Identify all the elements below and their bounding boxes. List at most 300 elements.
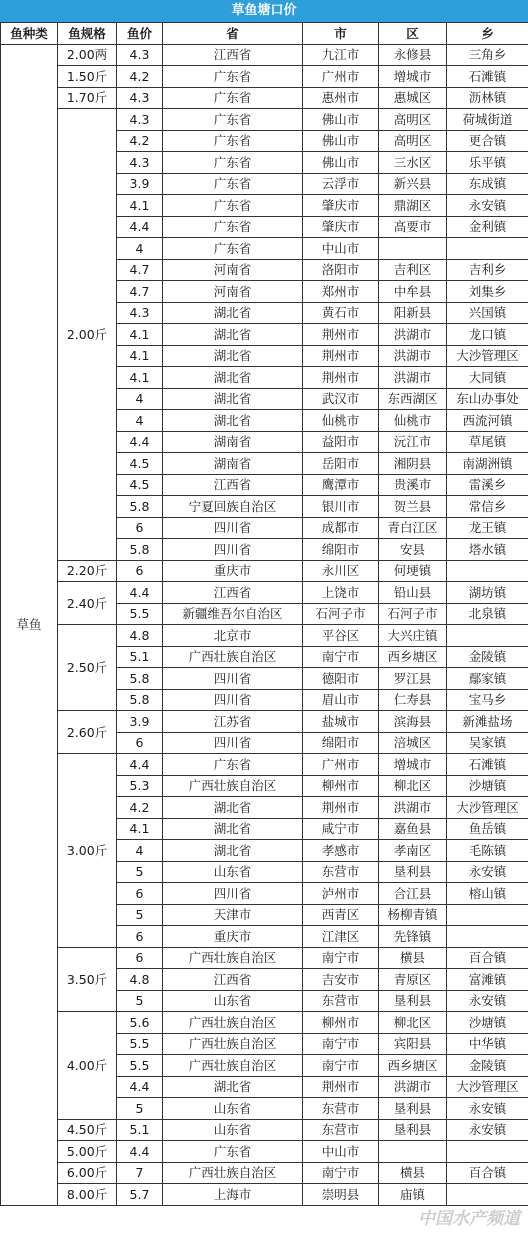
town-cell: 永安镇 <box>447 990 528 1012</box>
town-cell: 富滩镇 <box>447 969 528 991</box>
district-cell: 沅江市 <box>379 431 447 453</box>
province-cell: 湖北省 <box>163 840 303 862</box>
province-cell: 湖北省 <box>163 818 303 840</box>
table-row <box>1 1012 528 1034</box>
spec-cell: 3.50斤 <box>58 947 117 1012</box>
table-row <box>1 625 528 647</box>
town-cell: 中华镇 <box>447 1033 528 1055</box>
province-cell: 宁夏回族自治区 <box>163 496 303 518</box>
district-cell: 增城市 <box>379 754 447 776</box>
price-cell: 4.3 <box>117 87 163 109</box>
city-cell: 东营市 <box>303 990 379 1012</box>
spec-cell: 6.00斤 <box>58 1162 117 1184</box>
header-row <box>1 23 528 45</box>
table-row <box>1 44 528 66</box>
province-cell: 山东省 <box>163 990 303 1012</box>
district-cell: 永修县 <box>379 44 447 66</box>
price-cell: 4.2 <box>117 130 163 152</box>
district-cell: 庙镇 <box>379 1184 447 1206</box>
price-cell: 4.1 <box>117 345 163 367</box>
spec-cell: 2.50斤 <box>58 625 117 711</box>
spec-cell: 4.50斤 <box>58 1119 117 1141</box>
city-cell: 荆州市 <box>303 324 379 346</box>
province-cell: 湖北省 <box>163 388 303 410</box>
province-cell: 四川省 <box>163 883 303 905</box>
price-cell: 4.4 <box>117 754 163 776</box>
town-cell: 榕山镇 <box>447 883 528 905</box>
district-cell: 先锋镇 <box>379 926 447 948</box>
city-cell: 仙桃市 <box>303 410 379 432</box>
district-cell: 吉利区 <box>379 259 447 281</box>
price-cell: 5.7 <box>117 1184 163 1206</box>
price-cell: 6 <box>117 883 163 905</box>
province-cell: 广西壮族自治区 <box>163 1012 303 1034</box>
table-row <box>1 1119 528 1141</box>
spec-cell: 2.20斤 <box>58 560 117 582</box>
header-district: 区 <box>379 23 447 45</box>
district-cell <box>379 238 447 260</box>
district-cell: 贵溪市 <box>379 474 447 496</box>
district-cell: 嘉鱼县 <box>379 818 447 840</box>
district-cell: 仁寿县 <box>379 689 447 711</box>
spec-cell: 2.60斤 <box>58 711 117 754</box>
province-cell: 江西省 <box>163 582 303 604</box>
town-cell: 雷溪乡 <box>447 474 528 496</box>
town-cell: 荷城街道 <box>447 109 528 131</box>
city-cell: 西青区 <box>303 904 379 926</box>
town-cell: 草尾镇 <box>447 431 528 453</box>
table-row <box>1 87 528 109</box>
district-cell: 贺兰县 <box>379 496 447 518</box>
price-cell: 4.2 <box>117 66 163 88</box>
district-cell: 惠城区 <box>379 87 447 109</box>
district-cell: 东西湖区 <box>379 388 447 410</box>
town-cell <box>447 625 528 647</box>
city-cell: 荆州市 <box>303 345 379 367</box>
header-fish-type: 鱼种类 <box>1 23 58 45</box>
district-cell: 垦利县 <box>379 990 447 1012</box>
spec-cell: 5.00斤 <box>58 1141 117 1163</box>
province-cell: 北京市 <box>163 625 303 647</box>
province-cell: 广东省 <box>163 109 303 131</box>
district-cell: 三水区 <box>379 152 447 174</box>
city-cell: 上饶市 <box>303 582 379 604</box>
price-cell: 4.3 <box>117 302 163 324</box>
table-row <box>1 109 528 131</box>
city-cell: 南宁市 <box>303 947 379 969</box>
table-row <box>1 754 528 776</box>
city-cell: 永川区 <box>303 560 379 582</box>
district-cell: 高要市 <box>379 216 447 238</box>
header-town: 乡 <box>447 23 528 45</box>
city-cell: 孝感市 <box>303 840 379 862</box>
city-cell: 绵阳市 <box>303 539 379 561</box>
city-cell: 崇明县 <box>303 1184 379 1206</box>
price-cell: 3.9 <box>117 173 163 195</box>
city-cell: 广州市 <box>303 66 379 88</box>
city-cell: 鹰潭市 <box>303 474 379 496</box>
price-cell: 5.8 <box>117 496 163 518</box>
header-spec: 鱼规格 <box>58 23 117 45</box>
town-cell: 沙塘镇 <box>447 1012 528 1034</box>
town-cell: 三角乡 <box>447 44 528 66</box>
price-cell: 4.1 <box>117 367 163 389</box>
district-cell: 增城市 <box>379 66 447 88</box>
province-cell: 四川省 <box>163 539 303 561</box>
table-row <box>1 1162 528 1184</box>
city-cell: 益阳市 <box>303 431 379 453</box>
header-price: 鱼价 <box>117 23 163 45</box>
town-cell: 更合镇 <box>447 130 528 152</box>
table-row <box>1 66 528 88</box>
province-cell: 广东省 <box>163 1141 303 1163</box>
town-cell: 兴国镇 <box>447 302 528 324</box>
price-cell: 3.9 <box>117 711 163 733</box>
town-cell: 沥林镇 <box>447 87 528 109</box>
table-title: 草鱼塘口价 <box>0 0 528 22</box>
city-cell: 荆州市 <box>303 367 379 389</box>
province-cell: 湖北省 <box>163 410 303 432</box>
town-cell: 东山办事处 <box>447 388 528 410</box>
district-cell: 西乡塘区 <box>379 1055 447 1077</box>
price-cell: 4.4 <box>117 431 163 453</box>
province-cell: 广东省 <box>163 216 303 238</box>
city-cell: 泸州市 <box>303 883 379 905</box>
price-cell: 6 <box>117 732 163 754</box>
province-cell: 湖南省 <box>163 431 303 453</box>
city-cell: 江津区 <box>303 926 379 948</box>
town-cell: 石滩镇 <box>447 754 528 776</box>
city-cell: 平谷区 <box>303 625 379 647</box>
district-cell: 仙桃市 <box>379 410 447 432</box>
city-cell: 咸宁市 <box>303 818 379 840</box>
province-cell: 湖北省 <box>163 302 303 324</box>
district-cell: 何埂镇 <box>379 560 447 582</box>
city-cell: 郑州市 <box>303 281 379 303</box>
price-cell: 5.1 <box>117 646 163 668</box>
district-cell: 洪湖市 <box>379 1076 447 1098</box>
city-cell: 南宁市 <box>303 1162 379 1184</box>
district-cell: 宾阳县 <box>379 1033 447 1055</box>
spec-cell: 2.00两 <box>58 44 117 66</box>
city-cell: 惠州市 <box>303 87 379 109</box>
price-cell: 5.5 <box>117 1033 163 1055</box>
province-cell: 广东省 <box>163 87 303 109</box>
province-cell: 广西壮族自治区 <box>163 1055 303 1077</box>
district-cell: 柳北区 <box>379 1012 447 1034</box>
district-cell: 杨柳青镇 <box>379 904 447 926</box>
district-cell: 垦利县 <box>379 861 447 883</box>
city-cell: 绵阳市 <box>303 732 379 754</box>
district-cell: 青原区 <box>379 969 447 991</box>
province-cell: 湖北省 <box>163 367 303 389</box>
price-cell: 4 <box>117 238 163 260</box>
province-cell: 山东省 <box>163 861 303 883</box>
city-cell: 柳州市 <box>303 775 379 797</box>
town-cell <box>447 238 528 260</box>
district-cell: 鼎湖区 <box>379 195 447 217</box>
price-cell: 4 <box>117 388 163 410</box>
province-cell: 广东省 <box>163 66 303 88</box>
district-cell: 滨海县 <box>379 711 447 733</box>
city-cell: 南宁市 <box>303 1055 379 1077</box>
province-cell: 湖南省 <box>163 453 303 475</box>
province-cell: 广西壮族自治区 <box>163 646 303 668</box>
town-cell: 金陵镇 <box>447 1055 528 1077</box>
spec-cell: 4.00斤 <box>58 1012 117 1120</box>
city-cell: 荆州市 <box>303 1076 379 1098</box>
town-cell: 常信乡 <box>447 496 528 518</box>
province-cell: 重庆市 <box>163 926 303 948</box>
town-cell: 刘集乡 <box>447 281 528 303</box>
town-cell: 乐平镇 <box>447 152 528 174</box>
city-cell: 眉山市 <box>303 689 379 711</box>
price-cell: 4.7 <box>117 281 163 303</box>
city-cell: 武汉市 <box>303 388 379 410</box>
header-province: 省 <box>163 23 303 45</box>
district-cell: 横县 <box>379 1162 447 1184</box>
price-cell: 4.5 <box>117 453 163 475</box>
province-cell: 广东省 <box>163 130 303 152</box>
town-cell: 鄢家镇 <box>447 668 528 690</box>
town-cell: 龙王镇 <box>447 517 528 539</box>
town-cell <box>447 1184 528 1206</box>
city-cell: 盐城市 <box>303 711 379 733</box>
district-cell: 铅山县 <box>379 582 447 604</box>
district-cell: 阳新县 <box>379 302 447 324</box>
province-cell: 四川省 <box>163 689 303 711</box>
price-cell: 5 <box>117 861 163 883</box>
city-cell: 南宁市 <box>303 646 379 668</box>
city-cell: 洛阳市 <box>303 259 379 281</box>
province-cell: 湖北省 <box>163 345 303 367</box>
district-cell: 安县 <box>379 539 447 561</box>
price-cell: 4.1 <box>117 195 163 217</box>
fish-type-cell: 草鱼 <box>1 44 58 1205</box>
city-cell: 荆州市 <box>303 797 379 819</box>
district-cell: 新兴县 <box>379 173 447 195</box>
town-cell: 新滩盐场 <box>447 711 528 733</box>
price-cell: 6 <box>117 560 163 582</box>
district-cell: 洪湖市 <box>379 797 447 819</box>
table-body <box>1 44 528 1205</box>
province-cell: 山东省 <box>163 1119 303 1141</box>
province-cell: 湖北省 <box>163 1076 303 1098</box>
province-cell: 江西省 <box>163 969 303 991</box>
price-cell: 5.8 <box>117 689 163 711</box>
province-cell: 广东省 <box>163 173 303 195</box>
town-cell: 百合镇 <box>447 1162 528 1184</box>
town-cell: 塔水镇 <box>447 539 528 561</box>
district-cell: 柳北区 <box>379 775 447 797</box>
district-cell: 高明区 <box>379 109 447 131</box>
table-row <box>1 1184 528 1206</box>
province-cell: 河南省 <box>163 281 303 303</box>
town-cell <box>447 560 528 582</box>
price-cell: 4.1 <box>117 818 163 840</box>
district-cell: 孝南区 <box>379 840 447 862</box>
province-cell: 广东省 <box>163 152 303 174</box>
city-cell: 九江市 <box>303 44 379 66</box>
city-cell: 广州市 <box>303 754 379 776</box>
district-cell: 中牟县 <box>379 281 447 303</box>
district-cell: 石河子市 <box>379 603 447 625</box>
city-cell: 东营市 <box>303 1098 379 1120</box>
table-row <box>1 1141 528 1163</box>
city-cell: 成都市 <box>303 517 379 539</box>
city-cell: 黄石市 <box>303 302 379 324</box>
town-cell: 吴家镇 <box>447 732 528 754</box>
price-cell: 4.4 <box>117 216 163 238</box>
town-cell: 湖坊镇 <box>447 582 528 604</box>
province-cell: 四川省 <box>163 668 303 690</box>
price-cell: 6 <box>117 926 163 948</box>
province-cell: 广西壮族自治区 <box>163 775 303 797</box>
city-cell: 东营市 <box>303 1119 379 1141</box>
province-cell: 广东省 <box>163 754 303 776</box>
price-cell: 5.6 <box>117 1012 163 1034</box>
city-cell: 中山市 <box>303 238 379 260</box>
watermark-logo: 中国水产频道 <box>418 1209 520 1229</box>
town-cell: 北泉镇 <box>447 603 528 625</box>
price-cell: 5 <box>117 990 163 1012</box>
province-cell: 上海市 <box>163 1184 303 1206</box>
town-cell: 石滩镇 <box>447 66 528 88</box>
header-city: 市 <box>303 23 379 45</box>
town-cell: 宝马乡 <box>447 689 528 711</box>
province-cell: 江苏省 <box>163 711 303 733</box>
price-cell: 4.7 <box>117 259 163 281</box>
city-cell: 佛山市 <box>303 152 379 174</box>
district-cell: 洪湖市 <box>379 324 447 346</box>
city-cell: 岳阳市 <box>303 453 379 475</box>
price-table <box>0 22 528 1206</box>
district-cell: 西乡塘区 <box>379 646 447 668</box>
district-cell: 高明区 <box>379 130 447 152</box>
price-cell: 5.1 <box>117 1119 163 1141</box>
city-cell: 肇庆市 <box>303 216 379 238</box>
province-cell: 湖北省 <box>163 797 303 819</box>
town-cell: 永安镇 <box>447 195 528 217</box>
town-cell: 大同镇 <box>447 367 528 389</box>
province-cell: 天津市 <box>163 904 303 926</box>
province-cell: 广西壮族自治区 <box>163 947 303 969</box>
province-cell: 广西壮族自治区 <box>163 1162 303 1184</box>
price-cell: 4.1 <box>117 324 163 346</box>
table-row <box>1 560 528 582</box>
town-cell <box>447 1141 528 1163</box>
province-cell: 江西省 <box>163 44 303 66</box>
spec-cell: 2.40斤 <box>58 582 117 625</box>
spec-cell: 2.00斤 <box>58 109 117 561</box>
city-cell: 肇庆市 <box>303 195 379 217</box>
town-cell: 毛陈镇 <box>447 840 528 862</box>
district-cell: 洪湖市 <box>379 367 447 389</box>
province-cell: 河南省 <box>163 259 303 281</box>
district-cell <box>379 1141 447 1163</box>
spec-cell: 1.50斤 <box>58 66 117 88</box>
province-cell: 广东省 <box>163 195 303 217</box>
price-cell: 4.5 <box>117 474 163 496</box>
price-cell: 4.8 <box>117 625 163 647</box>
district-cell: 洪湖市 <box>379 345 447 367</box>
town-cell: 吉利乡 <box>447 259 528 281</box>
province-cell: 山东省 <box>163 1098 303 1120</box>
price-cell: 4 <box>117 410 163 432</box>
town-cell: 西流河镇 <box>447 410 528 432</box>
district-cell: 湘阴县 <box>379 453 447 475</box>
spec-cell: 3.00斤 <box>58 754 117 948</box>
city-cell: 柳州市 <box>303 1012 379 1034</box>
town-cell: 金利镇 <box>447 216 528 238</box>
district-cell: 涪城区 <box>379 732 447 754</box>
town-cell: 龙口镇 <box>447 324 528 346</box>
province-cell: 四川省 <box>163 517 303 539</box>
city-cell: 石河子市 <box>303 603 379 625</box>
district-cell: 大兴庄镇 <box>379 625 447 647</box>
price-cell: 4.8 <box>117 969 163 991</box>
price-cell: 5 <box>117 1098 163 1120</box>
price-cell: 5 <box>117 904 163 926</box>
city-cell: 南宁市 <box>303 1033 379 1055</box>
price-cell: 6 <box>117 947 163 969</box>
price-cell: 5.3 <box>117 775 163 797</box>
price-cell: 4.4 <box>117 1076 163 1098</box>
town-cell: 东成镇 <box>447 173 528 195</box>
province-cell: 湖北省 <box>163 324 303 346</box>
city-cell: 佛山市 <box>303 130 379 152</box>
city-cell: 佛山市 <box>303 109 379 131</box>
price-cell: 5.8 <box>117 539 163 561</box>
price-cell: 4.3 <box>117 152 163 174</box>
town-cell: 大沙管理区 <box>447 1076 528 1098</box>
town-cell: 南湖洲镇 <box>447 453 528 475</box>
town-cell: 大沙管理区 <box>447 345 528 367</box>
city-cell: 德阳市 <box>303 668 379 690</box>
district-cell: 青白江区 <box>379 517 447 539</box>
city-cell: 银川市 <box>303 496 379 518</box>
town-cell: 百合镇 <box>447 947 528 969</box>
district-cell: 垦利县 <box>379 1098 447 1120</box>
town-cell: 永安镇 <box>447 861 528 883</box>
town-cell: 永安镇 <box>447 1098 528 1120</box>
district-cell: 罗江县 <box>379 668 447 690</box>
district-cell: 垦利县 <box>379 1119 447 1141</box>
district-cell: 横县 <box>379 947 447 969</box>
price-cell: 4.4 <box>117 582 163 604</box>
province-cell: 广西壮族自治区 <box>163 1033 303 1055</box>
province-cell: 广东省 <box>163 238 303 260</box>
town-cell: 永安镇 <box>447 1119 528 1141</box>
district-cell: 合江县 <box>379 883 447 905</box>
city-cell: 吉安市 <box>303 969 379 991</box>
province-cell: 重庆市 <box>163 560 303 582</box>
price-cell: 5.5 <box>117 603 163 625</box>
town-cell <box>447 904 528 926</box>
province-cell: 江西省 <box>163 474 303 496</box>
city-cell: 中山市 <box>303 1141 379 1163</box>
province-cell: 四川省 <box>163 732 303 754</box>
city-cell: 东营市 <box>303 861 379 883</box>
province-cell: 新疆维吾尔自治区 <box>163 603 303 625</box>
town-cell: 大沙管理区 <box>447 797 528 819</box>
price-cell: 4.4 <box>117 1141 163 1163</box>
town-cell: 鱼岳镇 <box>447 818 528 840</box>
town-cell: 金陵镇 <box>447 646 528 668</box>
spec-cell: 1.70斤 <box>58 87 117 109</box>
price-cell: 5.5 <box>117 1055 163 1077</box>
price-cell: 4.3 <box>117 109 163 131</box>
